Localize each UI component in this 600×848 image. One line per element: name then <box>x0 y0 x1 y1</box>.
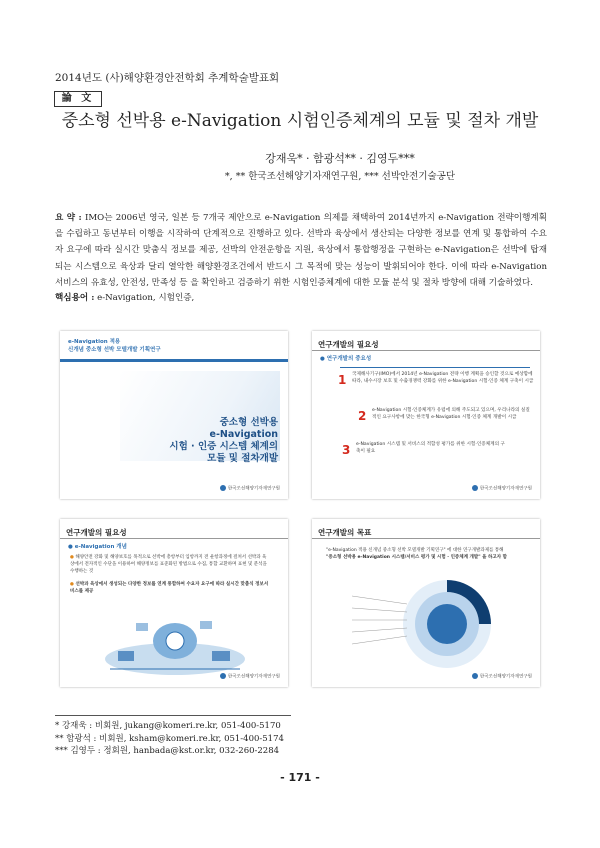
slide-necessity-importance <box>312 331 540 499</box>
keywords <box>55 291 194 303</box>
slide1-top-title-2: 신개념 중소형 선박 모델개발 기획연구 <box>68 347 161 353</box>
slide1-main-4: 모듈 및 절차개발 <box>207 453 278 464</box>
abstract-label: 요 약 : <box>55 213 82 223</box>
footnote-2: ** 함광석 : 비회원, ksham@komeri.re.kr, 051-400-5174 <box>55 733 284 744</box>
slide1-main-1: 중소형 선박용 <box>219 417 278 428</box>
abstract-text: IMO는 2006년 영국, 일본 등 7개국 제안으로 e-Navigation 의제를 채택하여 2014년까지 e-Navigation 전략이행계획을 수립하고 동년부터 이행을 시작하여 단계적으로 진행하고 있다. 선박과 육상에서 생산되는 다양한 정보를 연계 및 통합하여 수요자 요구에 따라 실시간 맞춤식 정보를 제공, 선박의 안전운항을 지원, 육상에서 통합행정을 구현하는 e-Navigation은 선박에 탑재되는 시스템으로 육상과 달리 열악한 해양환경조건에서 반드시 그 목적에 맞는 성능이 발휘되어야 한다. 이에 따라 e-Navigation 서비스의 유효성, 안전성, 만족성 등 을 확인하고 검증하기 위한 시험인증체계에 대한 모듈 분석 및 절차 방향에 대해 기술하였다. <box>55 213 548 288</box>
footnotes <box>55 720 284 758</box>
slide1-main-title <box>169 417 278 465</box>
slide-enav-concept <box>60 519 288 687</box>
slide1-logo-text: 한국조선해양기자재연구원 <box>227 486 280 491</box>
slide-title <box>60 331 288 499</box>
conference-header: 2014년도 (사)해양환경안전학회 추계학술발표회 <box>55 72 280 84</box>
slide1-main-3: 시험 · 인증 시스템 체계의 <box>169 441 278 452</box>
footnote-divider <box>55 715 291 716</box>
slide-research-goal <box>312 519 540 687</box>
slide4-line-2: "중소형 선박용 e-Navigation 시스템/서비스 평가 및 시험 · 인증체계 개발" 을 하고자 함 <box>326 555 508 560</box>
slide2-item-2-number: 2 <box>358 409 367 423</box>
slide1-logo <box>220 485 280 492</box>
slide4-goal-text <box>326 547 531 561</box>
slide4-line-1: "e-Navigation 적용 신개념 중소형 선박 모델개발 기획연구" 에 대한 연구개발과제를 통해 <box>326 548 504 553</box>
slide2-logo <box>472 485 532 492</box>
slide2-logo-text: 한국조선해양기자재연구원 <box>479 486 532 491</box>
slide2-item-2-text: e-Navigation 시험·인증체계가 유럽에 의해 주도되고 있으며, 우리나라의 실질적인 요구사항에 맞는 한국형 e-Navigation 시험·인증 체계 개발이 시급 <box>372 408 530 420</box>
slide3-bullet-1 <box>70 554 270 575</box>
slide3-title: 연구개발의 필요성 <box>66 528 127 537</box>
logo-icon <box>472 485 478 491</box>
slide3-logo <box>220 673 280 680</box>
slide3-bullet-2-text: 선박과 육상에서 생성되는 다양한 정보를 연계 통합하여 수요자 요구에 따라 실시간 맞춤식 정보서비스를 제공 <box>70 582 269 594</box>
slide1-main-2: e-Navigation <box>209 429 278 440</box>
slide2-item-2 <box>360 407 535 439</box>
slide2-item-1-number: 1 <box>338 373 347 387</box>
slide4-goal-diagram <box>352 574 512 674</box>
bullet-icon: ● <box>70 582 76 587</box>
affiliation: *, ** 한국조선해양기자재연구원, *** 선박안전기술공단 <box>224 171 456 182</box>
slide2-item-1-text: 국제해사기구(IMO)에서 2014년 e-Navigation 전략 이행 계획을 승인할 것으로 예상함에 따라, 내수시장 보호 및 수출경쟁력 강화를 위한 e-Navigation 시험·인증 체계 구축이 시급 <box>352 372 534 384</box>
keywords-label: 핵심용어 : <box>55 293 95 303</box>
keywords-text: e-Navigation, 시험인증, <box>97 293 195 303</box>
paper-type-tag: 論 文 <box>54 91 102 107</box>
logo-icon <box>220 485 226 491</box>
slide2-title: 연구개발의 필요성 <box>318 340 379 349</box>
page-number: - 171 - <box>280 771 320 784</box>
abstract <box>55 210 547 291</box>
paper-title: 중소형 선박용 e-Navigation 시험인증체계의 모듈 및 절차 개발 <box>61 111 539 131</box>
footnote-3: *** 김영두 : 정회원, hanbada@kst.or.kr, 032-260-2284 <box>55 746 280 756</box>
slide3-logo-text: 한국조선해양기자재연구원 <box>227 674 280 679</box>
authors: 강재욱* · 함광석** · 김영두*** <box>265 152 415 165</box>
logo-icon <box>472 673 478 679</box>
slide3-subtitle: ● e-Navigation 개념 <box>68 544 127 550</box>
slide2-item-3-text: e-Navigation 시스템 및 서비스의 적합성 평가를 위한 시험·인증체계의 구축이 필요 <box>356 442 505 454</box>
slide2-item-3-number: 3 <box>342 443 351 457</box>
slide4-title: 연구개발의 목표 <box>318 528 372 537</box>
bullet-icon: ● <box>70 555 76 560</box>
slide3-bullet-1-text: 해양안전 강화 및 해양보호를 목적으로 선박에 총항부터 입항까지 전 운항과정에 걸쳐서 선박과 육상에서 전자적인 수단을 이용하여 해양정보를 표준화된 방법으로 수집, 통합 교환하며 표현 및 분석을 수행하는 것 <box>70 555 267 574</box>
footnote-1: * 강재욱 : 비회원, jukang@komeri.re.kr, 051-400-5170 <box>55 721 281 731</box>
slide3-bullet-2 <box>70 581 270 595</box>
slide4-logo-text: 한국조선해양기자재연구원 <box>479 674 532 679</box>
slide2-item-3 <box>344 441 535 467</box>
slide2-subtitle: ● 연구개발의 중요성 <box>320 356 372 362</box>
slide2-item-1 <box>340 371 535 401</box>
slide3-concept-diagram <box>100 601 250 677</box>
slide4-logo <box>472 673 532 680</box>
slide1-top-title-1: e-Navigation 적용 <box>68 339 121 345</box>
logo-icon <box>220 673 226 679</box>
